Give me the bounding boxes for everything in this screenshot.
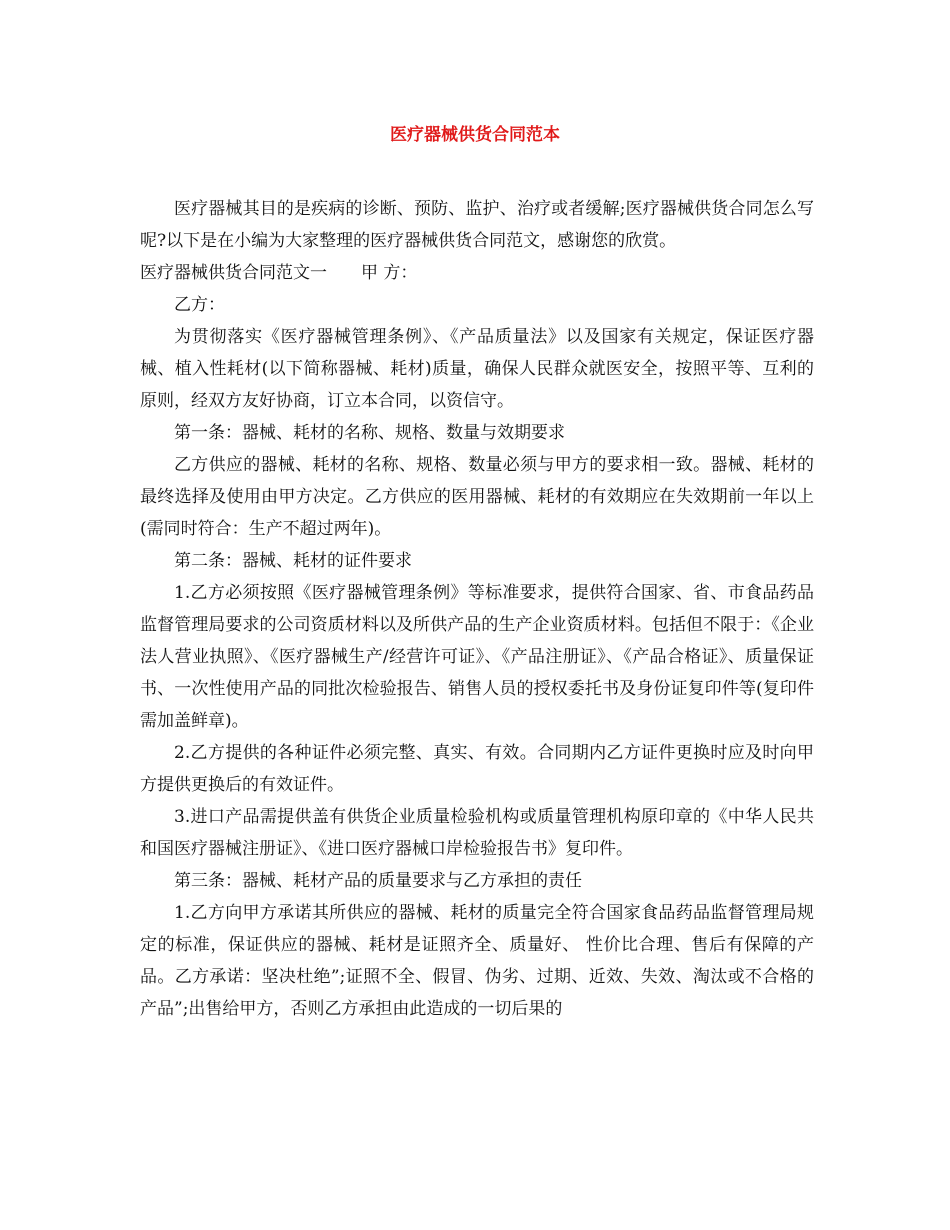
paragraph-intro: 医疗器械其目的是疾病的诊断、预防、监护、治疗或者缓解;医疗器械供货合同怎么写呢?以下是在小编为大家整理的医疗器械供货合同范文，感谢您的欣赏。 bbox=[140, 199, 814, 251]
article-2-item-1: 1.乙方必须按照《医疗器械管理条例》等标准要求，提供符合国家、省、市食品药品监督管理局要求的公司资质材料以及所供产品的生产企业资质材料。包括但不限于：《企业法人营业执照》、《医疗器械生产/经营许可证》、《产品注册证》、《产品合格证》、质量保证书、一次性使用产品的同批次检验报告、销售人员的授权委托书及身份证复印件等(复印件需加盖鲜章)。 bbox=[140, 583, 814, 731]
paragraph-party-b: 乙方： bbox=[174, 295, 225, 315]
paragraph-party-a: 医疗器械供货合同范文一 甲 方： bbox=[140, 263, 418, 283]
document-title: 医疗器械供货合同范本 bbox=[390, 125, 560, 145]
article-1-body: 乙方供应的器械、耗材的名称、规格、数量必须与甲方的要求相一致。器械、耗材的最终选择及使用由甲方决定。乙方供应的医用器械、耗材的有效期应在失效期前一年以上(需同时符合：生产不超过两年)。 bbox=[140, 455, 814, 539]
document-body bbox=[140, 193, 814, 1025]
article-3-heading: 第三条：器械、耗材产品的质量要求与乙方承担的责任 bbox=[174, 871, 582, 891]
paragraph-preamble: 为贯彻落实《医疗器械管理条例》、《产品质量法》以及国家有关规定，保证医疗器械、植入性耗材(以下简称器械、耗材)质量，确保人民群众就医安全，按照平等、互利的原则，经双方友好协商，订立本合同，以资信守。 bbox=[140, 327, 814, 411]
article-2-item-3: 3.进口产品需提供盖有供货企业质量检验机构或质量管理机构原印章的《中华人民共和国医疗器械注册证》、《进口医疗器械口岸检验报告书》复印件。 bbox=[140, 807, 814, 859]
article-2-item-2: 2.乙方提供的各种证件必须完整、真实、有效。合同期内乙方证件更换时应及时向甲方提供更换后的有效证件。 bbox=[140, 743, 814, 795]
article-2-heading: 第二条：器械、耗材的证件要求 bbox=[174, 551, 412, 571]
article-3-item-1: 1.乙方向甲方承诺其所供应的器械、耗材的质量完全符合国家食品药品监督管理局规定的标准，保证供应的器械、耗材是证照齐全、质量好、 性价比合理、售后有保障的产品。乙方承诺：坚决杜绝”;证照不全、假冒、伪劣、过期、近效、失效、淘汰或不合格的产品”;出售给甲方，否则乙方承担由此造成的一切后果的 bbox=[140, 903, 814, 1019]
article-1-heading: 第一条：器械、耗材的名称、规格、数量与效期要求 bbox=[174, 423, 565, 443]
